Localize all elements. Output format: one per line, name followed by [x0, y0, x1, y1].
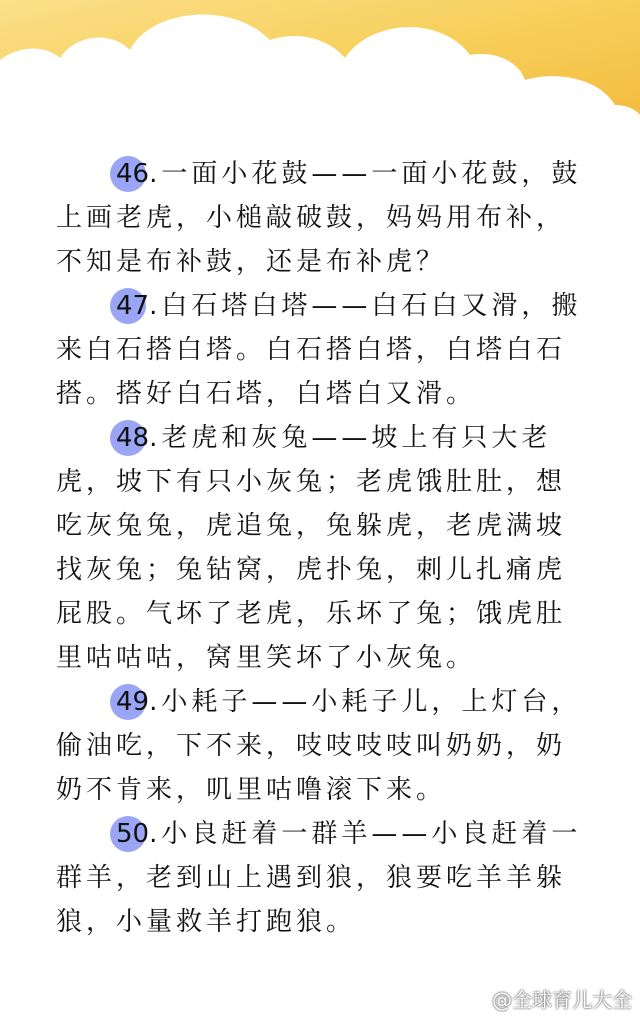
poem-list	[0, 150, 640, 944]
poem-text: .小耗子——小耗子儿，上灯台，偷油吃，下不来，吱吱吱吱叫奶奶，奶奶不肯来，叽里咕噜滚下来。	[56, 687, 582, 805]
number-badge	[116, 680, 149, 724]
poem-text: .一面小花鼓——一面小花鼓，鼓上画老虎，小槌敲破鼓，妈妈用布补，不知是布补鼓，还是布补虎？	[56, 159, 582, 277]
poem-item	[0, 416, 640, 680]
poem-item	[0, 680, 640, 812]
number-badge	[116, 416, 149, 460]
poem-number: 50	[116, 819, 150, 849]
poem-text: .白石塔白塔——白石白又滑，搬来白石搭白塔。白石搭白塔，白塔白石搭。搭好白石塔，白塔白又滑。	[56, 291, 582, 409]
poem-number: 47	[116, 291, 150, 321]
poem-number: 46	[116, 159, 150, 189]
poem-number: 48	[116, 423, 150, 453]
watermark: @全球育儿大全	[492, 988, 632, 1012]
cloud-header-decoration	[0, 0, 640, 140]
poem-item	[0, 152, 640, 284]
number-badge	[116, 812, 149, 856]
number-badge	[116, 152, 149, 196]
poem-text: .老虎和灰兔——坡上有只大老虎，坡下有只小灰兔；老虎饿肚肚，想吃灰兔兔，虎追兔，兔躲虎，老虎满坡找灰兔；兔钻窝，虎扑兔，刺儿扎痛虎屁股。气坏了老虎，乐坏了兔；饿虎肚里咕咕咕，窝里笑坏了小灰兔。	[56, 423, 567, 673]
poem-number: 49	[116, 687, 150, 717]
number-badge	[116, 284, 149, 328]
poem-item	[0, 284, 640, 416]
poem-item	[0, 812, 640, 944]
poem-text: .小良赶着一群羊——小良赶着一群羊，老到山上遇到狼，狼要吃羊羊躲狼，小量救羊打跑狼。	[56, 819, 582, 937]
